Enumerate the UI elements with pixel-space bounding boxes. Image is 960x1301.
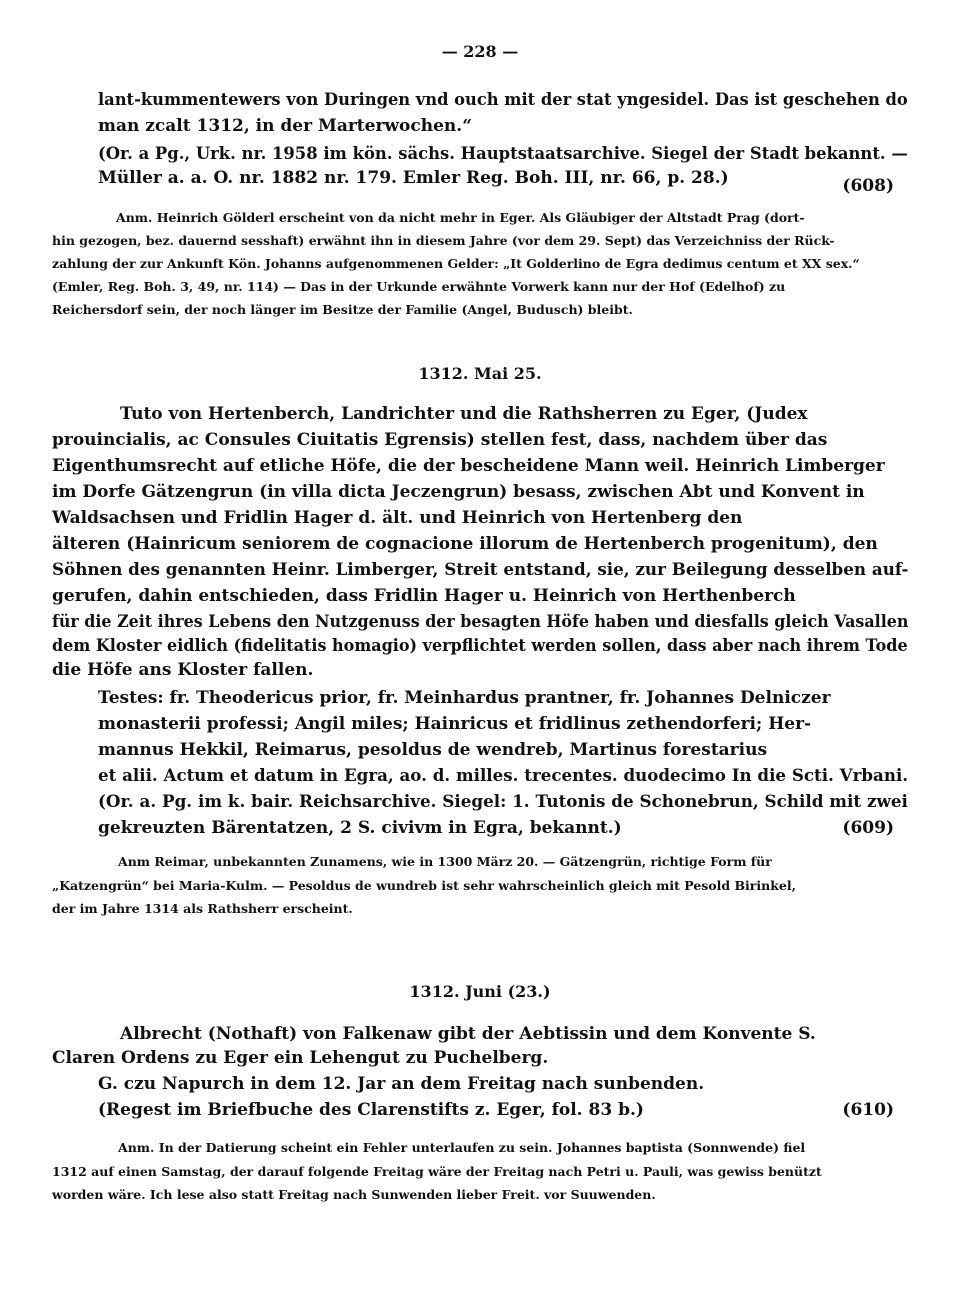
text-line: (Regest im Briefbuche des Clarenstifts z. Eger, fol. 83 b.) <box>98 1100 644 1120</box>
text-line: man zcalt 1312, in der Marterwochen.“ <box>98 116 472 136</box>
text-line: Tuto von Hertenberch, Landrichter und die Rathsherren zu Eger, (Judex <box>120 404 808 424</box>
text-line: dem Kloster eidlich (fidelitatis homagio) verpflichtet werden sollen, dass aber nach ihrem Tode <box>52 636 908 656</box>
text-line: mannus Hekkil, Reimarus, pesoldus de wendreb, Martinus forestarius <box>98 740 768 760</box>
note-line: worden wäre. Ich lese also statt Freitag nach Sunwenden lieber Freit. vor Suuwenden. <box>52 1187 656 1202</box>
note-line: Reichersdorf sein, der noch länger im Besitze der Familie (Angel, Budusch) bleibt. <box>52 302 633 317</box>
document-number: (610) <box>842 1100 894 1120</box>
page-number: — 228 — <box>441 42 519 61</box>
text-line: lant-kummentewers von Duringen vnd ouch mit der stat yngesidel. Das ist geschehen do <box>98 90 908 110</box>
text-line: Testes: fr. Theodericus prior, fr. Meinhardus prantner, fr. Johannes Delniczer <box>98 688 831 708</box>
text-line: für die Zeit ihres Lebens den Nutzgenuss der besagten Höfe haben und diesfalls gleich Vasallen <box>52 612 909 632</box>
note-line: „Katzengrün“ bei Maria-Kulm. — Pesoldus de wundreb ist sehr wahrscheinlich gleich mit Pesold Birinkel, <box>52 878 796 893</box>
note-line: der im Jahre 1314 als Rathsherr erscheint. <box>52 901 353 916</box>
note-line: Anm. In der Datierung scheint ein Fehler unterlaufen zu sein. Johannes baptista (Sonnwende) fiel <box>118 1140 806 1155</box>
note-line: zahlung der zur Ankunft Kön. Johanns aufgenommenen Gelder: „It Golderlino de Egra dedimus centum et XX sex.“ <box>52 256 860 271</box>
text-line: Waldsachsen und Fridlin Hager d. ält. und Heinrich von Hertenberg den <box>52 508 743 528</box>
note-line: 1312 auf einen Samstag, der darauf folgende Freitag wäre der Freitag nach Petri u. Pauli, was gewiss benützt <box>52 1164 822 1179</box>
text-line: (Or. a. Pg. im k. bair. Reichsarchive. Siegel: 1. Tutonis de Schonebrun, Schild mit zwei <box>98 792 908 812</box>
text-line: Söhnen des genannten Heinr. Limberger, Streit entstand, sie, zur Beilegung desselben auf- <box>52 560 909 580</box>
text-line: monasterii professi; Angil miles; Hainricus et fridlinus zethendorferi; Her- <box>98 714 812 734</box>
note-line: Anm Reimar, unbekannten Zunamens, wie in 1300 März 20. — Gätzengrün, richtige Form für <box>118 854 772 869</box>
text-line: gerufen, dahin entschieden, dass Fridlin Hager u. Heinrich von Herthenberch <box>52 586 796 606</box>
text-line: Müller a. a. O. nr. 1882 nr. 179. Emler Reg. Boh. III, nr. 66, p. 28.) <box>98 168 729 188</box>
text-line: (Or. a Pg., Urk. nr. 1958 im kön. sächs. Hauptstaatsarchive. Siegel der Stadt bekannt. — <box>98 144 908 164</box>
document-date-heading: 1312. Juni (23.) <box>409 982 551 1001</box>
note-line: (Emler, Reg. Boh. 3, 49, nr. 114) — Das in der Urkunde erwähnte Vorwerk kann nur der Hof (Edelhof) zu <box>52 279 786 294</box>
note-line: hin gezogen, bez. dauernd sesshaft) erwähnt ihn in diesem Jahre (vor dem 29. Sept) das Verzeichniss der Rück- <box>52 233 835 248</box>
text-line: Claren Ordens zu Eger ein Lehengut zu Puchelberg. <box>52 1048 549 1068</box>
text-line: im Dorfe Gätzengrun (in villa dicta Jeczengrun) besass, zwischen Abt und Konvent in <box>52 482 865 502</box>
text-line: gekreuzten Bärentatzen, 2 S. civivm in Egra, bekannt.) <box>98 818 622 838</box>
text-line: die Höfe ans Kloster fallen. <box>52 660 314 680</box>
text-line: Albrecht (Nothaft) von Falkenaw gibt der Aebtissin und dem Konvente S. <box>120 1024 816 1044</box>
text-line: älteren (Hainricum seniorem de cognacione illorum de Hertenberch progenitum), den <box>52 534 878 554</box>
text-line: G. czu Napurch in dem 12. Jar an dem Freitag nach sunbenden. <box>98 1074 705 1094</box>
document-date-heading: 1312. Mai 25. <box>418 364 542 383</box>
text-line: et alii. Actum et datum in Egra, ao. d. milles. trecentes. duodecimo In die Scti. Vrbani. <box>98 766 909 786</box>
text-line: prouincialis, ac Consules Ciuitatis Egrensis) stellen fest, dass, nachdem über das <box>52 430 828 450</box>
text-line: Eigenthumsrecht auf etliche Höfe, die der bescheidene Mann weil. Heinrich Limberger <box>52 456 885 476</box>
note-line: Anm. Heinrich Gölderl erscheint von da nicht mehr in Eger. Als Gläubiger der Altstadt Prag (dort- <box>116 210 805 225</box>
document-number: (608) <box>842 176 894 196</box>
document-number: (609) <box>842 818 894 838</box>
